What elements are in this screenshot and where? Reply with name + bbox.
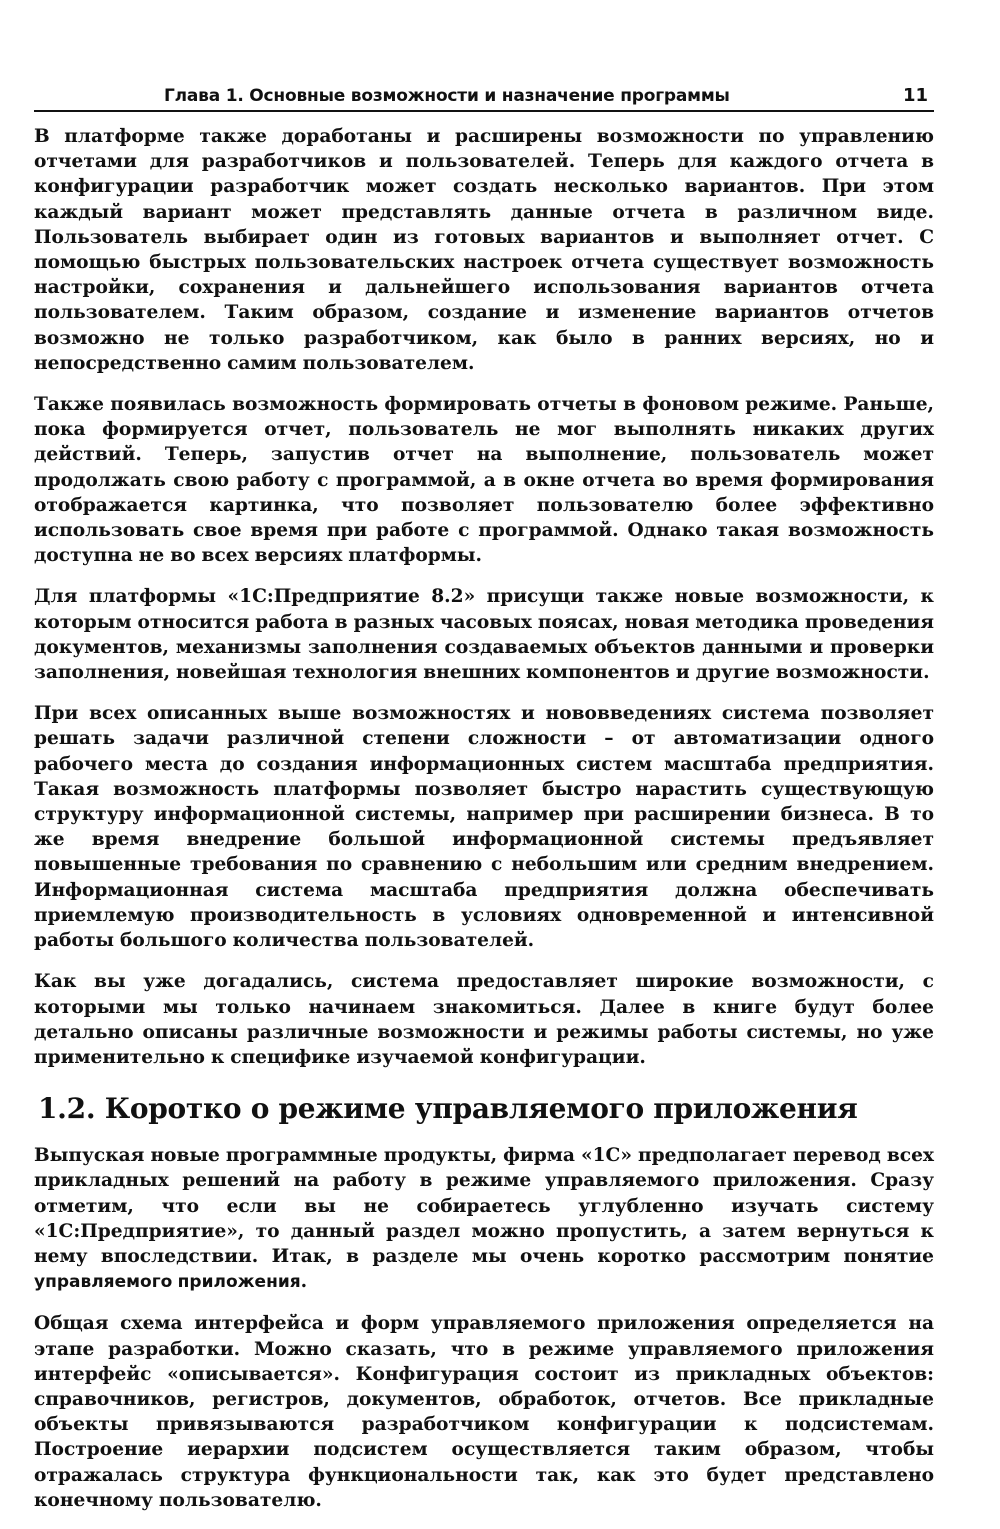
page-number: 11 <box>902 85 928 106</box>
running-header <box>34 80 934 112</box>
section-heading: 1.2. Коротко о режиме управляемого приложения <box>38 1092 858 1126</box>
page-body <box>34 124 934 1513</box>
paragraph: Также появилась возможность формировать отчеты в фоновом режиме. Раньше, пока формируется отчет, пользователь не мог выполнять никаких других действий. Теперь, запустив отчет на выполнение, пользователь может продолжать свою работу с программой, а в окне отчета во время формирования отображается картинка, что позволяет пользователю более эффективно использовать свое время при работе с программой. Однако такая возможность доступна не во всех версиях платформы. <box>34 394 934 567</box>
paragraph: Для платформы «1С:Предприятие 8.2» присущи также новые возможности, к которым относится работа в разных часовых поясах, новая методика проведения документов, механизмы заполнения создаваемых объектов данными и проверки заполнения, новейшая технология внешних компонентов и другие возможности. <box>34 586 934 684</box>
chapter-title: Глава 1. Основные возможности и назначение программы <box>164 86 730 106</box>
paragraph <box>34 1143 934 1295</box>
term-highlight: управляемого приложения <box>34 1272 301 1293</box>
paragraph: При всех описанных выше возможностях и нововведениях система позволяет решать задачи различной степени сложности – от автоматизации одного рабочего места до создания информационных систем масштаба предприятия. Такая возможность платформы позволяет быстро нарастить существующую структуру информационной системы, например при расширении бизнеса. В то же время внедрение большой информационной системы предъявляет повышенные требования по сравнению с небольшим или средним внедрением. Информационная система масштаба предприятия должна обеспечивать приемлемую производительность в условиях одновременной и интенсивной работы большого количества пользователей. <box>34 703 934 952</box>
book-page <box>34 80 934 1529</box>
paragraph: В платформе также доработаны и расширены возможности по управлению отчетами для разработчиков и пользователей. Теперь для каждого отчета в конфигурации разработчик может создать несколько вариантов. При этом каждый вариант может представлять данные отчета в различном виде. Пользователь выбирает один из готовых вариантов и выполняет отчет. С помощью быстрых пользовательских настроек отчета существует возможность настройки, сохранения и дальнейшего использования вариантов отчета пользователем. Таким образом, создание и изменение вариантов отчетов возможно не только разработчиком, как было в ранних версиях, но и непосредственно самим пользователем. <box>34 126 934 374</box>
paragraph-text: Выпуская новые программные продукты, фирма «1С» предполагает перевод всех прикладных решений на работу в режиме управляемого приложения. Сразу отметим, что если вы не собираетесь углубленно изучать систему «1С:Предприятие», то данный раздел можно пропустить, а затем вернуться к нему впоследствии. Итак, в разделе мы очень коротко рассмотрим понятие <box>34 1145 934 1267</box>
paragraph: Как вы уже догадались, система предоставляет широкие возможности, с которыми мы только начинаем знакомиться. Далее в книге будут более детально описаны различные возможности и режимы работы системы, но уже применительно к специфике изучаемой конфигурации. <box>34 971 934 1068</box>
paragraph-end: . <box>300 1271 308 1293</box>
paragraph: Общая схема интерфейса и форм управляемого приложения определяется на этапе разработки. Можно сказать, что в режиме управляемого приложения интерфейс «описывается». Конфигурация состоит из прикладных объектов: справочников, регистров, документов, обработок, отчетов. Все прикладные объекты привязываются разработчиком конфигурации к подсистемам. Построение иерархии подсистем осуществляется таким образом, чтобы отражалась структура функциональности так, как это будет представлено конечному пользователю. <box>34 1313 934 1511</box>
